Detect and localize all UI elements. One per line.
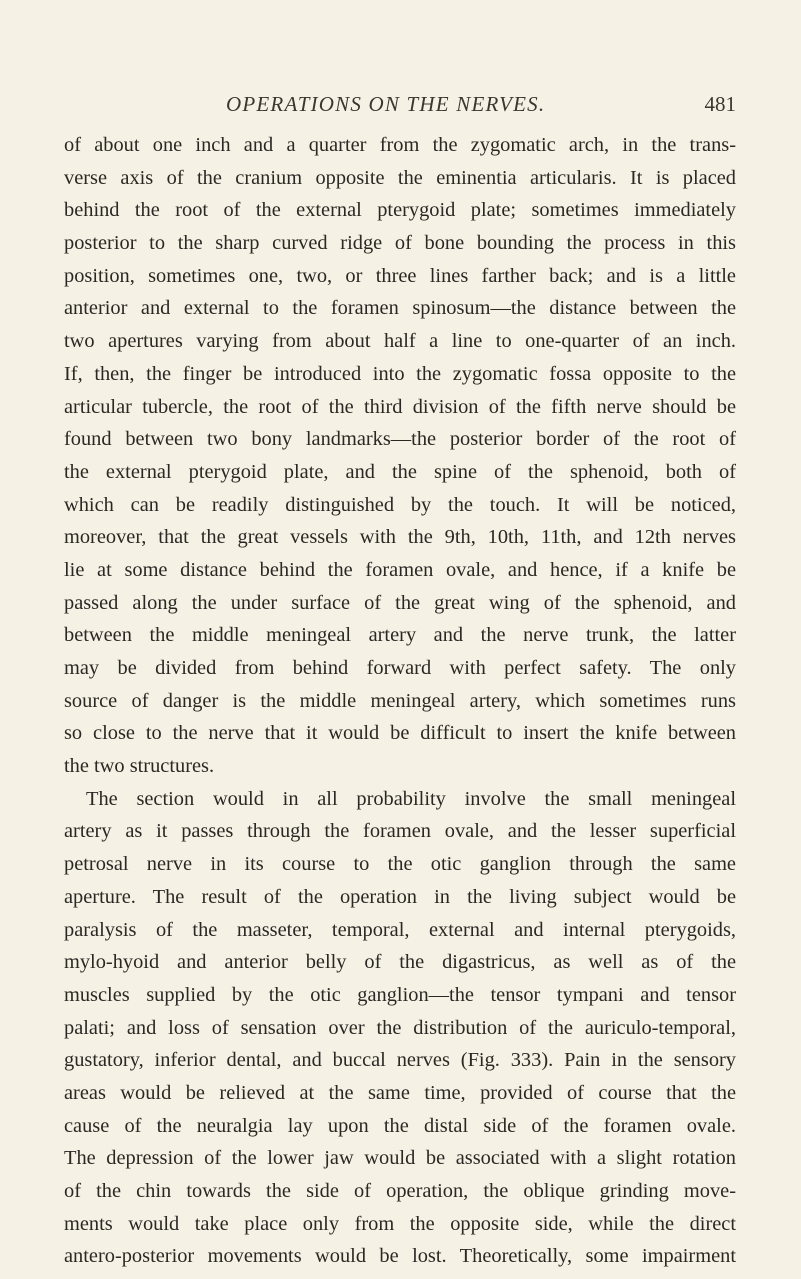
- paragraph-1: [64, 129, 736, 783]
- text-line: position, sometimes one, two, or three lines farther back; and is a little: [64, 264, 736, 287]
- text-line: gustatory, inferior dental, and buccal nerves (Fig. 333). Pain in the sensory: [64, 1049, 736, 1072]
- text-line: palati; and loss of sensation over the distribution of the auriculo-temporal,: [64, 1016, 736, 1039]
- text-line: The section would in all probability involve the small meningeal: [86, 787, 736, 810]
- text-line: posterior to the sharp curved ridge of bone bounding the process in this: [64, 232, 736, 255]
- text-line: of about one inch and a quarter from the zygomatic arch, in the trans-: [64, 134, 736, 156]
- text-line: articular tubercle, the root of the third division of the fifth nerve should be: [64, 395, 736, 418]
- text-line: of the chin towards the side of operation, the oblique grinding move-: [64, 1180, 736, 1202]
- text-line: antero-posterior movements would be lost. Theoretically, some impairment: [64, 1245, 736, 1268]
- text-line: so close to the nerve that it would be difficult to insert the knife between: [64, 722, 736, 745]
- text-line: passed along the under surface of the great wing of the sphenoid, and: [64, 591, 736, 614]
- text-line: cause of the neuralgia lay upon the distal side of the foramen ovale.: [64, 1114, 736, 1137]
- text-line: the external pterygoid plate, and the spine of the sphenoid, both of: [64, 460, 736, 483]
- text-line: aperture. The result of the operation in the living subject would be: [64, 885, 736, 908]
- text-line: lie at some distance behind the foramen ovale, and hence, if a knife be: [64, 558, 736, 581]
- paragraph-2: [64, 783, 736, 1273]
- page-number: 481: [704, 92, 736, 116]
- text-line: petrosal nerve in its course to the otic ganglion through the same: [64, 853, 736, 876]
- text-line: muscles supplied by the otic ganglion—the tensor tympani and tensor: [64, 983, 736, 1006]
- text-line: may be divided from behind forward with perfect safety. The only: [64, 657, 736, 679]
- text-line: If, then, the finger be introduced into the zygomatic fossa opposite to the: [64, 362, 736, 385]
- text-line: ments would take place only from the opposite side, while the direct: [64, 1212, 736, 1235]
- text-line: areas would be relieved at the same time, provided of course that the: [64, 1081, 736, 1104]
- text-line: found between two bony landmarks—the posterior border of the root of: [64, 428, 736, 451]
- text-line: source of danger is the middle meningeal artery, which sometimes runs: [64, 689, 736, 712]
- text-line: mylo-hyoid and anterior belly of the digastricus, as well as of the: [64, 951, 736, 974]
- text-line: paralysis of the masseter, temporal, external and internal pterygoids,: [64, 918, 736, 941]
- text-line: between the middle meningeal artery and the nerve trunk, the latter: [64, 624, 736, 647]
- text-line: moreover, that the great vessels with the 9th, 10th, 11th, and 12th nerves: [64, 526, 736, 549]
- text-line: which can be readily distinguished by the touch. It will be noticed,: [64, 493, 736, 516]
- text-line: anterior and external to the foramen spinosum—the distance between the: [64, 297, 736, 320]
- text-line: behind the root of the external pterygoid plate; sometimes immediately: [64, 199, 736, 222]
- text-line: the two structures.: [64, 755, 215, 778]
- text-line: The depression of the lower jaw would be associated with a slight rotation: [64, 1147, 736, 1170]
- text-line: artery as it passes through the foramen ovale, and the lesser superficial: [64, 820, 736, 843]
- text-line: verse axis of the cranium opposite the eminentia articularis. It is placed: [64, 166, 736, 189]
- page-header: [64, 92, 736, 122]
- text-line: two apertures varying from about half a line to one-quarter of an inch.: [64, 330, 736, 353]
- body-text: [64, 129, 736, 1273]
- running-head: OPERATIONS ON THE NERVES.: [226, 92, 546, 116]
